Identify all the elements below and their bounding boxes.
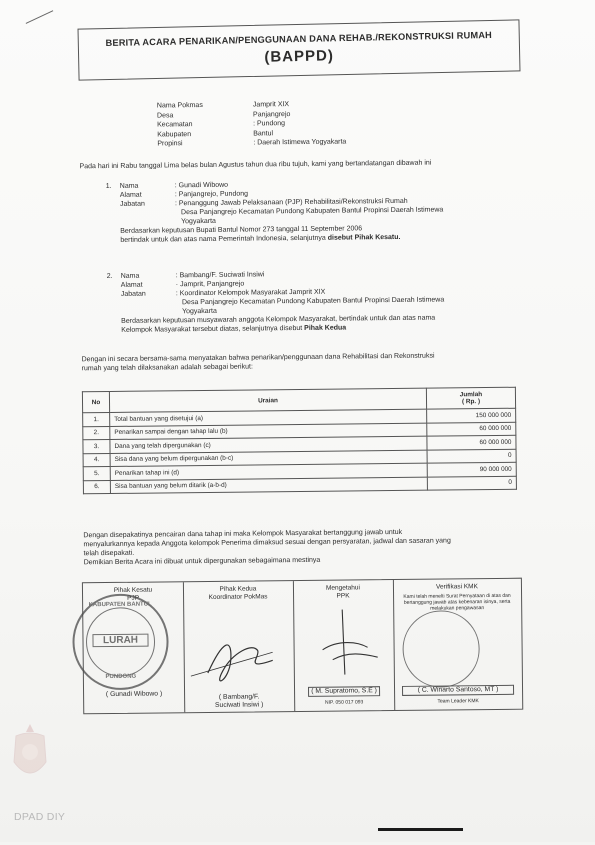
official-stamp: KABUPATEN BANTUL LURAH PUNDONG: [72, 593, 169, 690]
table-row: 1. Total bantuan yang disetujui (a) 150 000 000: [83, 408, 516, 426]
info-row: Kabupaten Bantul: [157, 129, 274, 138]
watermark-text: DPAD DIY: [14, 811, 66, 823]
table-row: 6. Sisa bantuan yang belum ditarik (a-b-d) 0: [83, 476, 516, 494]
intro-text: Pada hari ini Rabu tanggal Lima belas bulan Agustus tahun dua ribu tujuh, kami yang bertandatangan dibawah ini: [79, 159, 432, 171]
col-header-no: No: [82, 391, 109, 412]
document-title: BERITA ACARA PENARIKAN/PENGGUNAAN DANA REHAB./REKONSTRUKSI RUMAH: [105, 29, 493, 49]
document-abbreviation: (BAPPD): [264, 47, 335, 66]
info-row: Propinsi : Daerah Istimewa Yogyakarta: [157, 138, 347, 148]
closing-text: Dengan disepakatinya pencairan dana tahap ini maka Kelompok Masyarakat bertanggung jawab untuk menyalurkannya kepada Anggota kelompok Penerima dimaksud sesuai dengan persyaratan, jadwal dan sasaran yang telah disepakati. Demikian Berita Acara ini dibuat untuk dipergunakan sebagaimana mestinya: [83, 528, 451, 567]
table-row: 3. Dana yang telah dipergunakan (c) 60 000 000: [83, 435, 516, 453]
col-header-uraian: Uraian: [109, 388, 426, 412]
table-row: 2. Penarikan sampai dengan tahap lalu (b) 60 000 000: [83, 422, 516, 440]
party1-block: 1. Nama : Gunadi Wibowo Alamat : Panjangrejo, Pundong Jabatan : Penanggung Jawab Pelaksanaan (PJP) Rehabilitasi/Rekonstruksi Rumah Desa Panjangrejo Kecamatan Pundong Kabupaten Bantul Propinsi Daerah Istimewa Yogyakarta Berdasarkan keputusan Bupati Bantul Nomor 273 tanggal 11 September 2006 bertindak untuk dan atas nama Pemerintah Indonesia, selanjutnya disebut Pihak Kesatu.: [105, 181, 444, 244]
signature-kmk: Verifikasi KMK Kami telah menelti Surat Pernyataan di atas dan bertanggung jawab atas kebenaran isinya, serta melakukan pengawasan ( C. Winarto Santoso, MT ) Team Leader KMK: [393, 579, 522, 710]
party2-block: 2. Nama : Bambang/F. Suciwati Insiwi Alamat · Jamprit, Panjangrejo Jabatan : Koordinator Kelompok Masyarakat Jamprit XIX Desa Panjangrejo Kecamatan Pundong Kabupaten Bantul Propinsi Daerah Istimewa Yogyakarta Berdasarkan keputusan musyawarah anggota Kelompok Masyarakat, bertindak untuk dan atas nama Kelompok Masyarakat tersebut diatas, selanjutnya disebut Pihak Kedua: [106, 271, 445, 334]
info-row: Desa Panjangrejo: [156, 110, 291, 119]
signature-ppk: Mengetahui PPK ( M. Supratomo, S.E ) NIP. 050 017 093: [293, 580, 395, 711]
kmk-stamp: [402, 610, 480, 688]
regional-emblem-icon: [10, 722, 50, 790]
table-row: 5. Penarikan tahap ini (d) 90 000 000: [83, 462, 516, 480]
info-row: Kecamatan : Pundong: [157, 120, 286, 129]
signature-pihak-kedua: Pihak Kedua Koordinator PokMas ( Bambang/F. Suciwati Insiwi ): [183, 581, 295, 712]
col-header-jumlah: Jumlah ( Rp. ): [426, 387, 515, 409]
table-row: 4. Sisa dana yang belum dipergunakan (b-c) 0: [83, 449, 516, 467]
pokmas-info: [157, 100, 346, 149]
disbursement-table: [82, 387, 517, 495]
statement-text: Dengan ini secara bersama-sama menyatakan bahwa penarikan/penggunaan dana Rehabilitasi dan Rekonstruksi rumah yang telah dilaksanakan adalah sebagai berikut:: [81, 352, 435, 373]
signature-pihak-kesatu: Pihak Kesatu PJP ( Gunadi Wibowo ): [83, 582, 185, 713]
info-row: Nama Pokmas Jamprit XIX: [156, 101, 290, 110]
bottom-bar: [378, 828, 463, 831]
